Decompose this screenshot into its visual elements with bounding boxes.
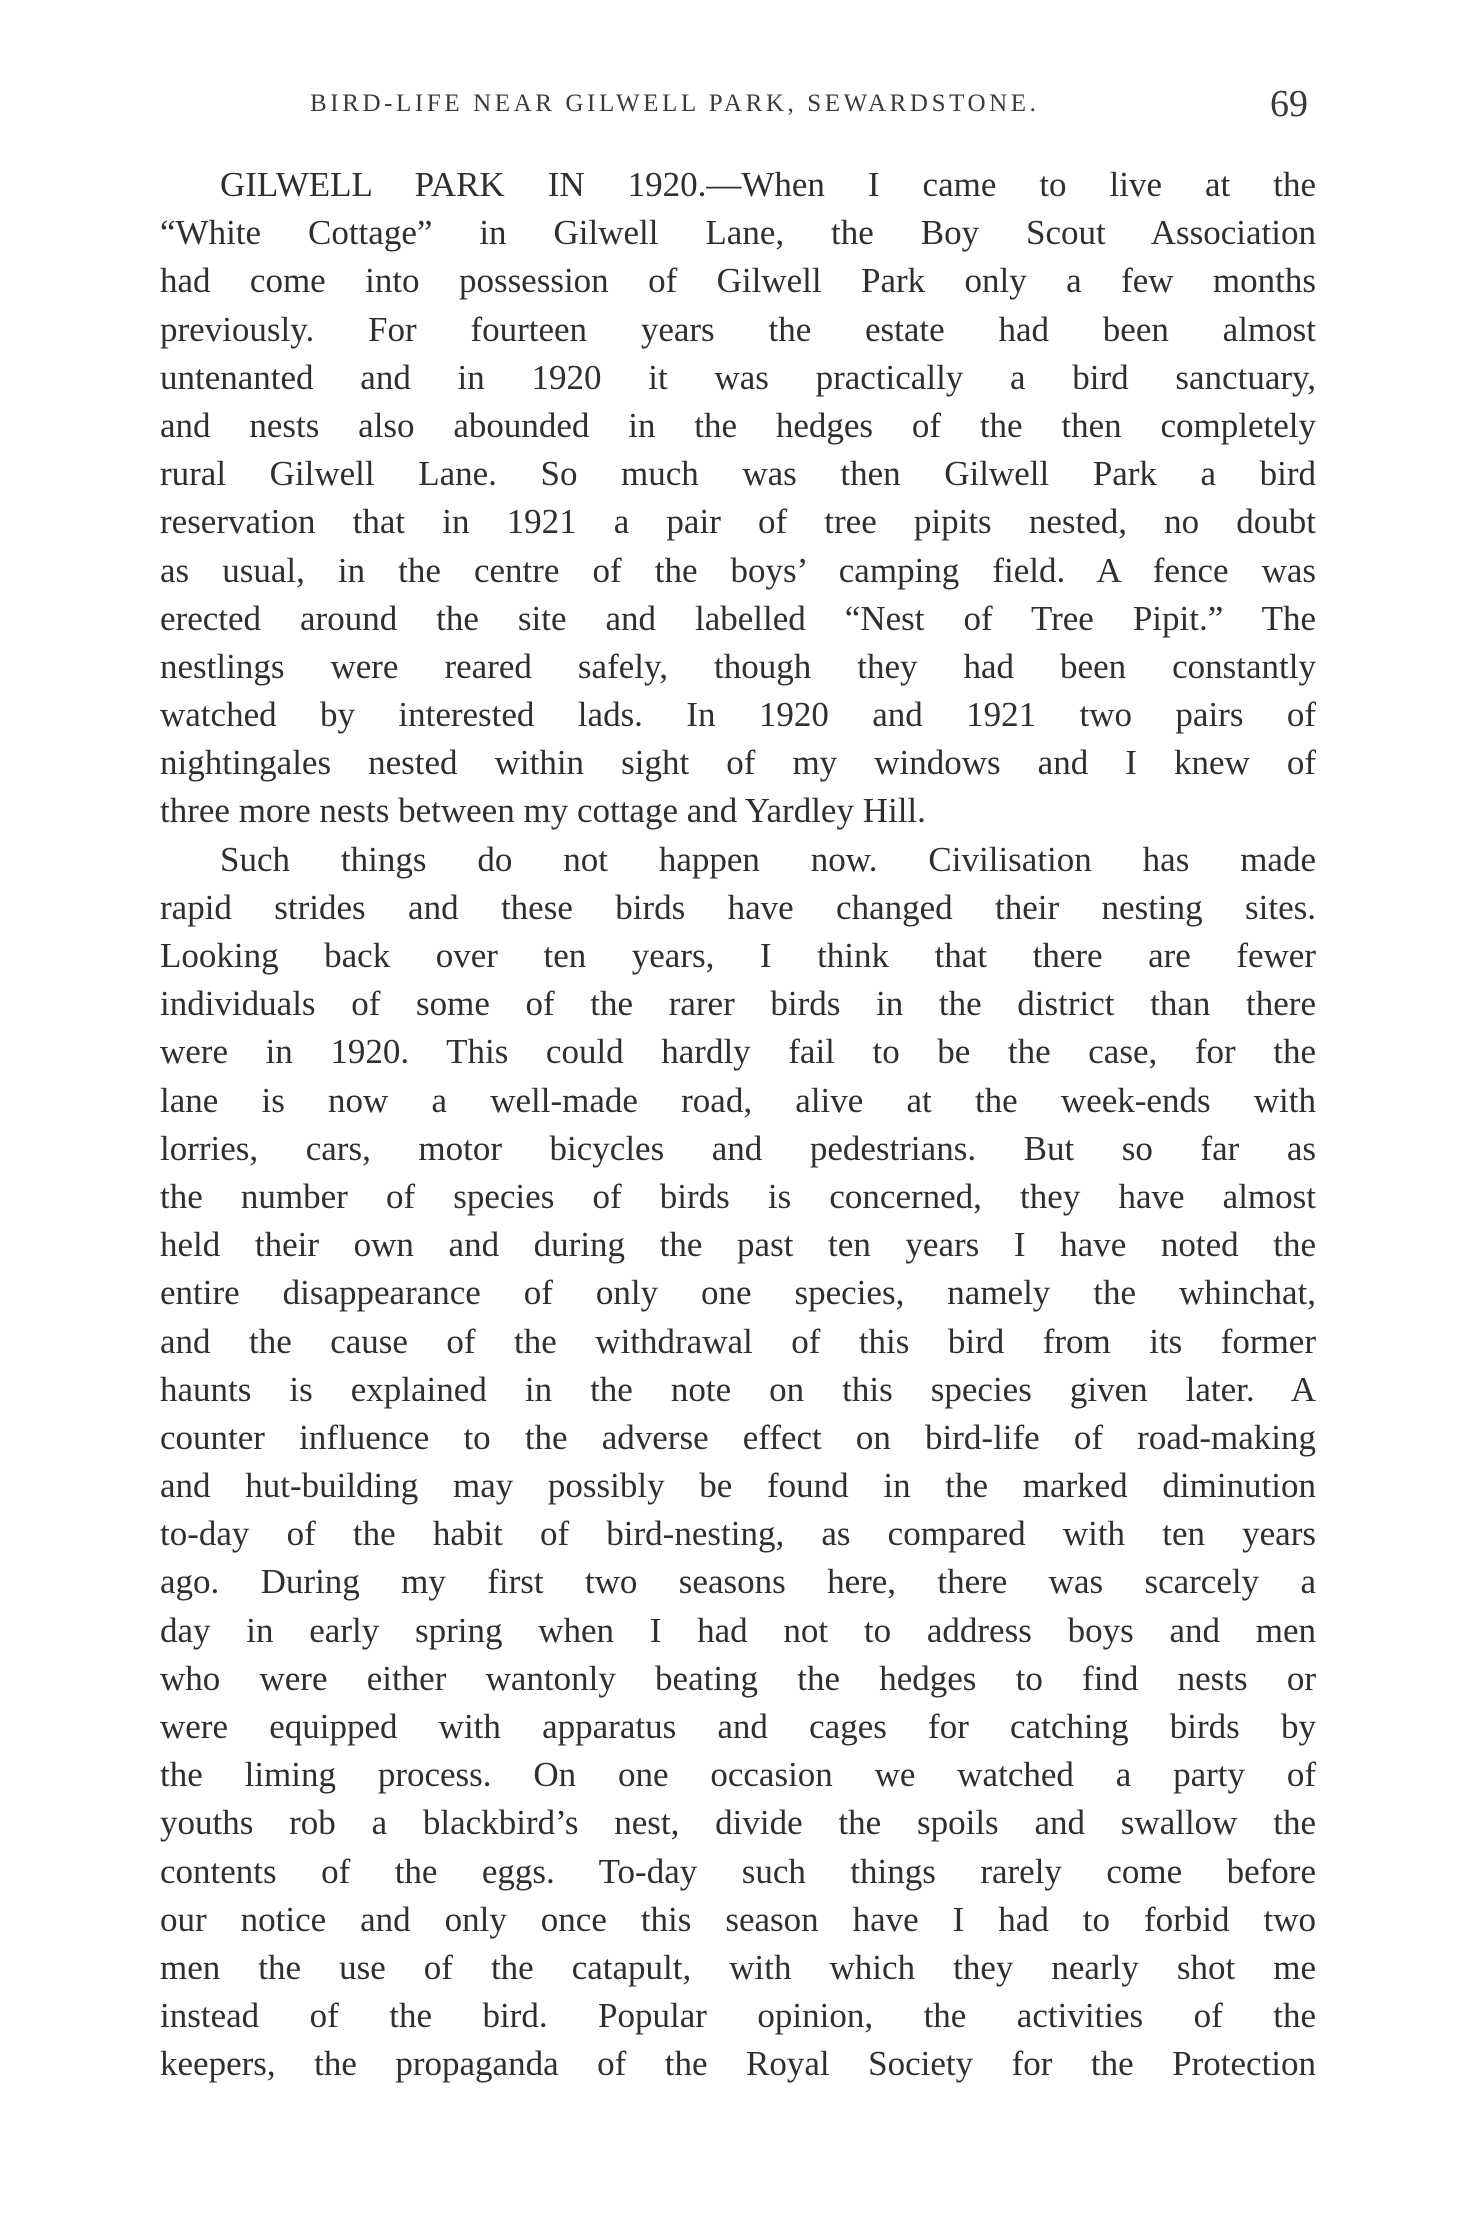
text-line: the number of species of birds is concerned, they have almost <box>160 1176 1316 1216</box>
text-line: erected around the site and labelled “Nest of Tree Pipit.” The <box>160 598 1316 638</box>
text-line: youths rob a blackbird’s nest, divide the spoils and swallow the <box>160 1803 1316 1843</box>
text-line: entire disappearance of only one species, namely the whinchat, <box>160 1273 1316 1313</box>
body-text <box>160 161 1316 2089</box>
text-line: our notice and only once this season have I had to forbid two <box>160 1899 1316 1939</box>
text-line: keepers, the propaganda of the Royal Society for the Protection <box>160 2044 1316 2084</box>
text-line: nestlings were reared safely, though they had been constantly <box>160 646 1316 686</box>
text-line: individuals of some of the rarer birds in the district than there <box>160 984 1316 1024</box>
text-line: and hut-building may possibly be found in the marked diminution <box>160 1466 1316 1506</box>
text-line: GILWELL PARK IN 1920.—When I came to live at the <box>220 165 1316 204</box>
running-title: BIRD-LIFE NEAR GILWELL PARK, SEWARDSTONE. <box>310 90 1040 117</box>
text-line: haunts is explained in the note on this species given later. A <box>160 1369 1316 1409</box>
text-line: day in early spring when I had not to address boys and men <box>160 1610 1316 1650</box>
text-line: rapid strides and these birds have changed their nesting sites. <box>160 887 1316 927</box>
text-line: men the use of the catapult, with which they nearly shot me <box>160 1947 1316 1987</box>
text-line: had come into possession of Gilwell Park only a few months <box>160 261 1316 301</box>
running-head <box>160 84 1320 134</box>
text-line: who were either wantonly beating the hedges to find nests or <box>160 1658 1316 1698</box>
text-line: instead of the bird. Popular opinion, the activities of the <box>160 1996 1316 2036</box>
text-line: counter influence to the adverse effect on bird-life of road-making <box>160 1417 1316 1457</box>
text-line: Such things do not happen now. Civilisation has made <box>220 839 1316 879</box>
text-line: as usual, in the centre of the boys’ camping field. A fence was <box>160 550 1316 590</box>
text-line: lorries, cars, motor bicycles and pedestrians. But so far as <box>160 1128 1316 1168</box>
paragraph-2 <box>160 836 1316 2089</box>
text-line: rural Gilwell Lane. So much was then Gilwell Park a bird <box>160 454 1316 494</box>
text-line: “White Cottage” in Gilwell Lane, the Boy Scout Association <box>160 213 1316 253</box>
text-line: reservation that in 1921 a pair of tree pipits nested, no doubt <box>160 502 1316 542</box>
text-line: nightingales nested within sight of my windows and I knew of <box>160 743 1316 783</box>
text-line: contents of the eggs. To-day such things rarely come before <box>160 1851 1316 1891</box>
text-line: lane is now a well-made road, alive at the week-ends with <box>160 1080 1316 1120</box>
text-line: were in 1920. This could hardly fail to be the case, for the <box>160 1032 1316 1072</box>
text-line: held their own and during the past ten years I have noted the <box>160 1225 1316 1265</box>
page-number: 69 <box>1270 83 1308 125</box>
text-line: untenanted and in 1920 it was practically a bird sanctuary, <box>160 357 1316 397</box>
text-line: ago. During my first two seasons here, there was scarcely a <box>160 1562 1316 1602</box>
text-line: previously. For fourteen years the estate had been almost <box>160 309 1316 349</box>
text-line: watched by interested lads. In 1920 and 1921 two pairs of <box>160 695 1316 735</box>
text-line: and nests also abounded in the hedges of the then completely <box>160 405 1316 445</box>
paragraph-1 <box>160 161 1316 836</box>
text-line: and the cause of the withdrawal of this bird from its former <box>160 1321 1316 1361</box>
text-line: to-day of the habit of bird-nesting, as compared with ten years <box>160 1514 1316 1554</box>
text-line: the liming process. On one occasion we watched a party of <box>160 1755 1316 1795</box>
text-line: Looking back over ten years, I think that there are fewer <box>160 936 1316 975</box>
text-line: three more nests between my cottage and Yardley Hill. <box>160 791 926 831</box>
text-line: were equipped with apparatus and cages for catching birds by <box>160 1707 1316 1746</box>
